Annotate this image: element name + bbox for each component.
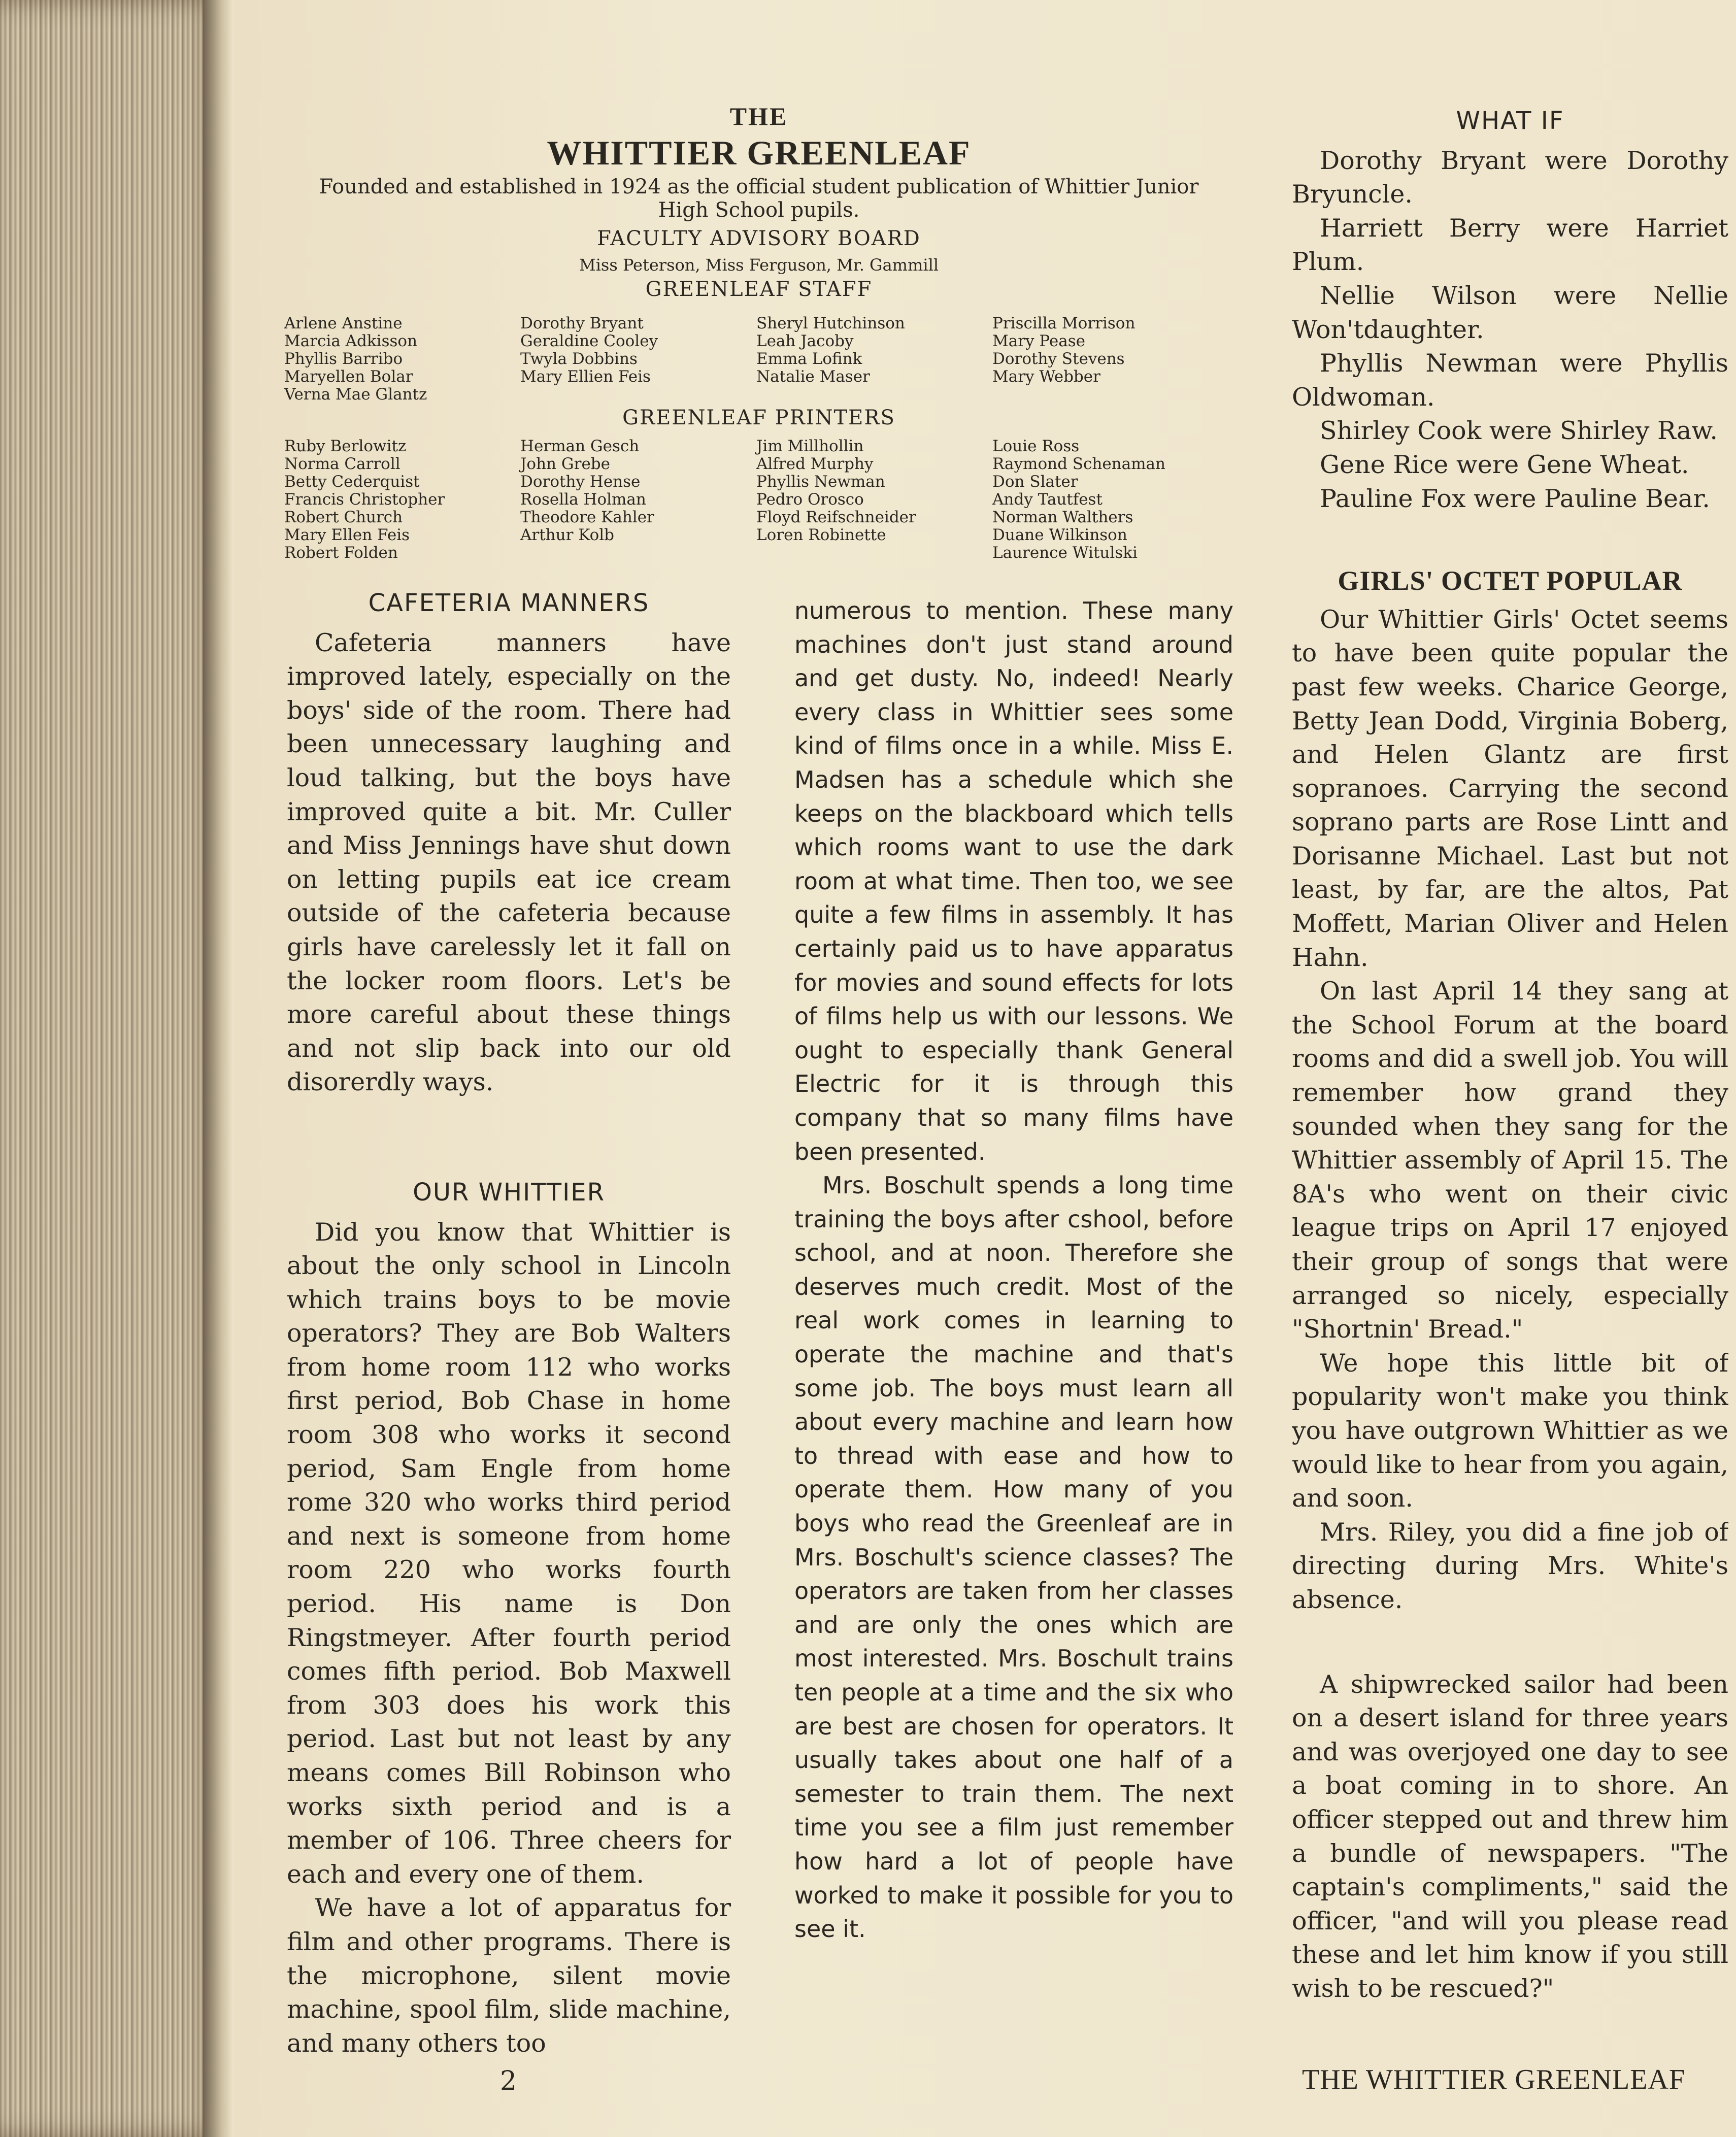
printer-name: Mary Ellen Feis — [284, 526, 410, 544]
masthead — [274, 102, 1244, 301]
what-if-title: WHAT IF — [1456, 107, 1564, 135]
printer-name: Floyd Reifschneider — [756, 508, 916, 526]
octet-paragraph: We hope this little bit of popularity won't make you think you have outgrown Whittier as we would like to hear from you again, and soon. — [1292, 1348, 1728, 1513]
printers-title: GREENLEAF PRINTERS — [622, 406, 895, 429]
what-if-line: Pauline Fox were Pauline Bear. — [1320, 484, 1710, 513]
printer-name: Laurence Witulski — [992, 544, 1138, 562]
staff-name: Mary Webber — [992, 368, 1100, 386]
printer-name: Norma Carroll — [284, 455, 400, 473]
what-if-line: Gene Rice were Gene Wheat. — [1320, 450, 1689, 479]
printer-name: Jim Millhollin — [756, 437, 864, 455]
book-binding — [0, 0, 223, 2137]
staff-name: Emma Lofink — [756, 350, 862, 368]
what-if-line: Nellie Wilson were Nellie Won'tdaughter. — [1292, 281, 1728, 344]
our-whittier-paragraph: numerous to mention. These many machines don't just stand around and get dusty. No, indeed! Nearly every class in Whittier sees some kind of films once in a while. Miss E. Madsen has a schedule which she keeps on the blackboard which tells which rooms want to use the dark room at what time. Then too, we see quite a few films in assembly. It has certainly paid us to have apparatus for movies and sound effects for lots of films help us with our lessons. We ought to especially thank General Electric for it is through this company that so many films have been presented. — [794, 597, 1233, 1165]
our-whittier-paragraph: Mrs. Boschult spends a long time training the boys after cshool, before school, and at noon. Therefore she deserves much credit. Most of the real work comes in learning to operate the machine and that's some job. The boys must learn all about every machine and learn how to thread with ease and how to operate them. How many of you boys who read the Greenleaf are in Mrs. Boschult's science classes? The operators are taken from her classes and are only the ones which are most interested. Mrs. Boschult trains ten people at a time and the six who are best are chosen for operators. It usually takes about one half of a semester to train them. The next time you see a film just remember how hard a lot of people have worked to make it possible for you to see it. — [794, 1172, 1233, 1943]
founded-statement: Founded and established in 1924 as the official student publication of Whittier Junior High School pupils. — [319, 175, 1199, 222]
staff-name: Verna Mae Glantz — [284, 385, 427, 404]
printer-name: Robert Church — [284, 508, 403, 526]
masthead-the: THE — [729, 102, 788, 130]
staff-column — [992, 315, 1228, 404]
staff-name: Mary Ellien Feis — [520, 368, 651, 386]
printer-name: Robert Folden — [284, 544, 398, 562]
staff-name: Geraldine Cooley — [520, 332, 658, 350]
printer-name: John Grebe — [520, 455, 610, 473]
printer-name: Pedro Orosco — [756, 490, 864, 509]
staff-name: Dorothy Bryant — [520, 314, 644, 332]
printer-name: Betty Cederquist — [284, 473, 420, 491]
printer-name: Dorothy Hense — [520, 473, 641, 491]
octet-paragraph: Our Whittier Girls' Octet seems to have been quite popular the past few weeks. Charice George, Betty Jean Dodd, Virginia Boberg, and Helen Glantz are first sopranoes. Carrying the second soprano parts are Rose Lintt and Dorisanne Michael. Last but not least, by far, are the altos, Pat Moffett, Marian Oliver and Helen Hahn. — [1292, 605, 1728, 972]
what-if-line: Shirley Cook were Shirley Raw. — [1320, 416, 1718, 446]
page-number: 2 — [500, 2066, 517, 2096]
printers-column — [756, 438, 992, 562]
printer-name: Andy Tautfest — [992, 490, 1103, 509]
octet-paragraph: On last April 14 they sang at the School Forum at the board rooms and did a swell job. You will remember how grand they sounded when they sang for the Whittier assembly of April 15. The 8A's who went on their civic league trips on April 17 enjoyed their group of songs that were arranged so nicely, especially "Shortnin' Bread." — [1292, 977, 1728, 1344]
binding-edge — [203, 0, 233, 2137]
printer-name: Louie Ross — [992, 437, 1080, 455]
printer-name: Alfred Murphy — [756, 455, 874, 473]
staff-name: Arlene Anstine — [284, 314, 403, 332]
octet-paragraph: Mrs. Riley, you did a fine job of directing during Mrs. White's absence. — [1292, 1517, 1728, 1614]
right-column — [1292, 104, 1728, 2006]
middle-column — [794, 594, 1233, 1946]
staff-column — [520, 315, 756, 404]
staff-name: Maryellen Bolar — [284, 368, 413, 386]
staff-name: Dorothy Stevens — [992, 350, 1125, 368]
cafeteria-title: CAFETERIA MANNERS — [368, 589, 650, 617]
printer-name: Herman Gesch — [520, 437, 640, 455]
printer-name: Raymond Schenaman — [992, 455, 1165, 473]
octet-title: GIRLS' OCTET POPULAR — [1338, 565, 1683, 596]
printer-name: Norman Walthers — [992, 508, 1133, 526]
staff-column — [284, 315, 520, 404]
printer-name: Don Slater — [992, 473, 1078, 491]
staff-name: Twyla Dobbins — [520, 350, 638, 368]
staff-list — [284, 315, 1249, 404]
faculty-board-names: Miss Peterson, Miss Ferguson, Mr. Gammill — [579, 255, 939, 275]
printer-name: Loren Robinette — [756, 526, 886, 544]
printers-list — [284, 438, 1249, 562]
joke-body: A shipwrecked sailor had been on a desert island for three years and was overjoyed one day to see a boat coming in to shore. An officer stepped out and threw him a bundle of newspapers. "The captain's compliments," said the officer, "and will you please read these and let him know if you still wish to be rescued?" — [1292, 1669, 1728, 2003]
our-whittier-paragraph: Did you know that Whittier is about the only school in Lincoln which trains boys to be movie operators? They are Bob Walters from home room 112 who works first period, Bob Chase in home room 308 who works it second period, Sam Engle from home rome 320 who works third period and next is someone from home room 220 who works fourth period. His name is Don Ringstmeyer. After fourth period comes fifth period. Bob Maxwell from 303 does his work this period. Last but not least by any means comes Bill Robinson who works sixth period and is a member of 106. Three cheers for each and every one of them. — [287, 1217, 731, 1889]
printer-name: Ruby Berlowitz — [284, 437, 407, 455]
what-if-line: Harriett Berry were Harriet Plum. — [1292, 213, 1728, 277]
our-whittier-paragraph: We have a lot of apparatus for film and other programs. There is the microphone, silent movie machine, spool film, slide machine, and many others too — [287, 1893, 731, 2058]
staff-name: Mary Pease — [992, 332, 1085, 350]
printer-name: Arthur Kolb — [520, 526, 615, 544]
printers-column — [520, 438, 756, 562]
staff-name: Priscilla Morrison — [992, 314, 1136, 332]
staff-name: Marcia Adkisson — [284, 332, 418, 350]
printer-name: Phyllis Newman — [756, 473, 885, 491]
printer-name: Duane Wilkinson — [992, 526, 1127, 544]
left-column — [287, 586, 731, 2060]
staff-column — [756, 315, 992, 404]
staff-title: GREENLEAF STAFF — [645, 278, 873, 301]
printers-column — [992, 438, 1228, 562]
printer-name: Rosella Holman — [520, 490, 646, 509]
staff-name: Sheryl Hutchinson — [756, 314, 905, 332]
printer-name: Theodore Kahler — [520, 508, 654, 526]
faculty-board-title: FACULTY ADVISORY BOARD — [597, 227, 921, 250]
cafeteria-body: Cafeteria manners have improved lately, especially on the boys' side of the room. There had been unnecessary laughing and loud talking, but the boys have improved quite a bit. Mr. Culler and Miss Jennings have shut down on letting pupils eat ice cream outside of the cafeteria because girls have carelessly let it fall on the locker room floors. Let's be more careful about these things and not slip back into our old disorerdly ways. — [287, 628, 731, 1097]
printer-name: Francis Christopher — [284, 490, 445, 509]
printers-column — [284, 438, 520, 562]
masthead-title: WHITTIER GREENLEAF — [547, 133, 971, 172]
footer-title: THE WHITTIER GREENLEAF — [1302, 2064, 1686, 2095]
staff-name: Leah Jacoby — [756, 332, 854, 350]
what-if-line: Dorothy Bryant were Dorothy Bryuncle. — [1292, 146, 1728, 209]
staff-name: Phyllis Barribo — [284, 350, 403, 368]
what-if-line: Phyllis Newman were Phyllis Oldwoman. — [1292, 349, 1728, 412]
our-whittier-title: OUR WHITTIER — [413, 1178, 605, 1207]
staff-name: Natalie Maser — [756, 368, 870, 386]
